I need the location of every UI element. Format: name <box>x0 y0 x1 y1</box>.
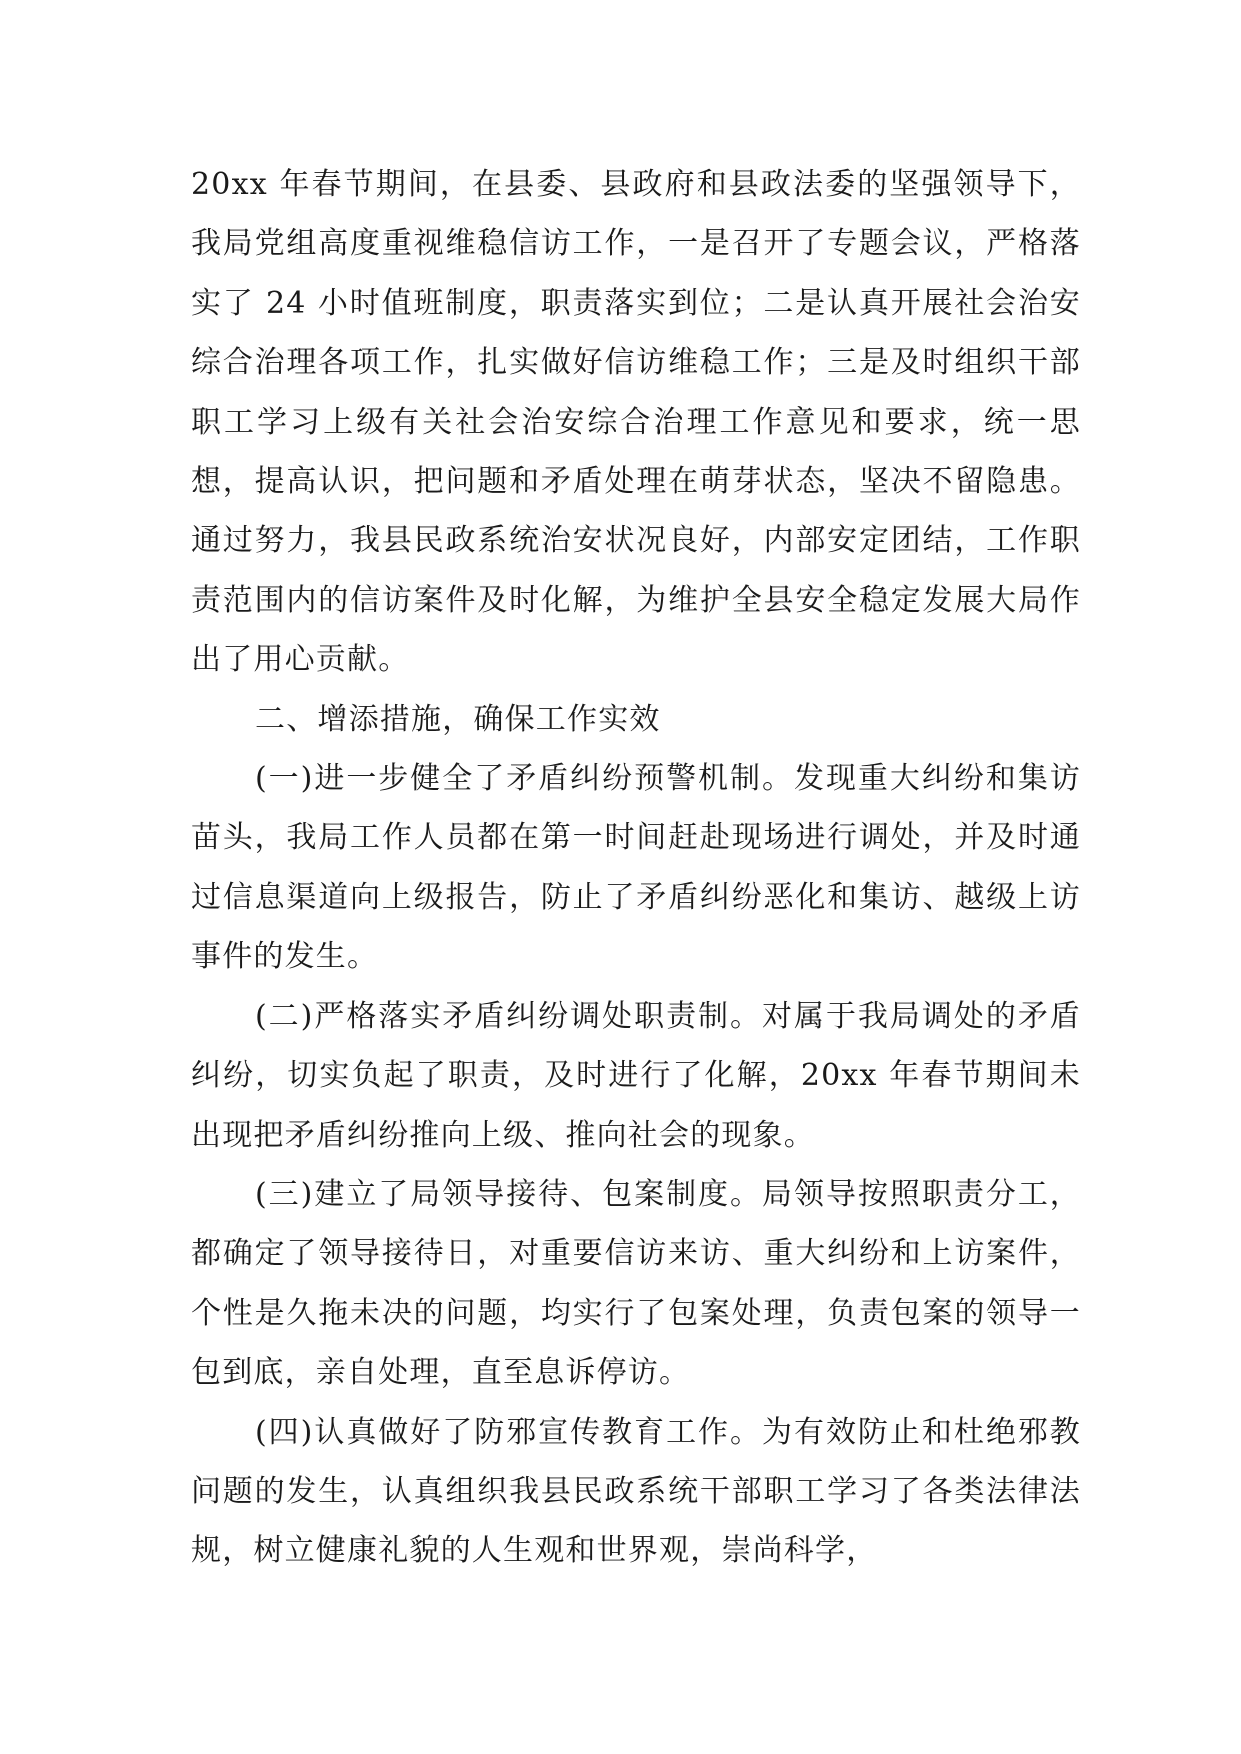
document-body <box>191 155 1081 1581</box>
paragraph-item-2: (二)严格落实矛盾纠纷调处职责制。对属于我局调处的矛盾纠纷，切实负起了职责，及时进行了化解，20xx 年春节期间未出现把矛盾纠纷推向上级、推向社会的现象。 <box>191 998 1081 1153</box>
paragraph-item-1: (一)进一步健全了矛盾纠纷预警机制。发现重大纠纷和集访苗头，我局工作人员都在第一时间赶赴现场进行调处，并及时通过信息渠道向上级报告，防止了矛盾纠纷恶化和集访、越级上访事件的发生。 <box>191 761 1081 975</box>
paragraph-item-4: (四)认真做好了防邪宣传教育工作。为有效防止和杜绝邪教问题的发生，认真组织我县民政系统干部职工学习了各类法律法规，树立健康礼貌的人生观和世界观，崇尚科学， <box>191 1414 1081 1569</box>
paragraph-item-3: (三)建立了局领导接待、包案制度。局领导按照职责分工，都确定了领导接待日，对重要信访来访、重大纠纷和上访案件，个性是久拖未决的问题，均实行了包案处理，负责包案的领导一包到底，亲自处理，直至息诉停访。 <box>191 1176 1081 1391</box>
section-heading: 二、增添措施，确保工作实效 <box>255 701 661 737</box>
paragraph-intro: 20xx 年春节期间，在县委、县政府和县政法委的坚强领导下，我局党组高度重视维稳信访工作，一是召开了专题会议，严格落实了 24 小时值班制度，职责落实到位；二是认真开展社会治安综合治理各项工作，扎实做好信访维稳工作；三是及时组织干部职工学习上级有关社会治安综合治理工作意见和要求，统一思想，提高认识，把问题和矛盾处理在萌芽状态，坚决不留隐患。通过努力，我县民政系统治安状况良好，内部安定团结，工作职责范围内的信访案件及时化解，为维护全县安全稳定发展大局作出了用心贡献。 <box>191 167 1081 678</box>
